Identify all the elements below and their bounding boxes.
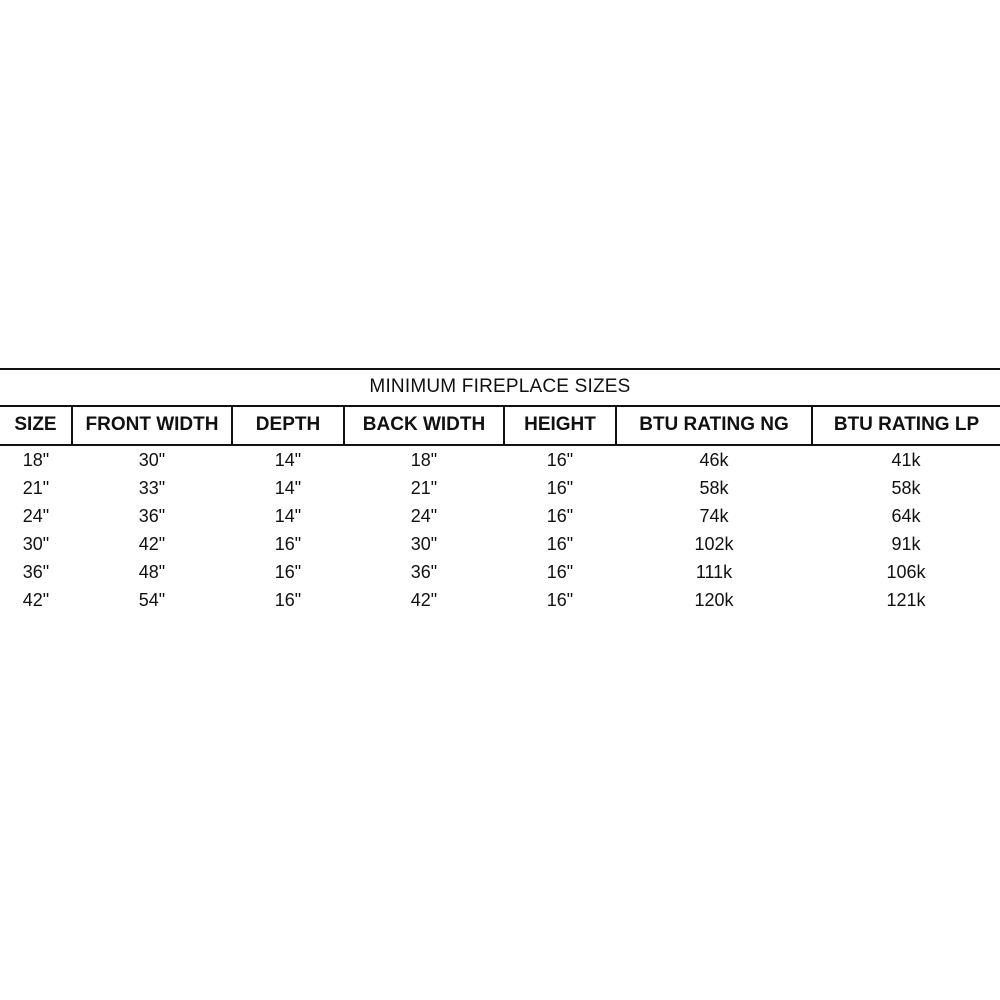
cell-front-width: 36" [138,506,166,526]
table-row [0,586,1000,614]
cell-back-width: 18" [410,450,438,470]
column-header-height: HEIGHT [504,407,616,445]
cell-btu-ng: 46k [699,450,729,470]
cell-btu-lp: 58k [891,478,921,498]
cell-depth: 14" [274,478,302,498]
column-header-back-width: BACK WIDTH [344,407,504,445]
cell-back-width: 24" [410,506,438,526]
cell-height: 16" [546,534,574,554]
table-row [0,558,1000,586]
column-header-front-width: FRONT WIDTH [72,407,232,445]
table-row [0,530,1000,558]
table-row [0,474,1000,502]
cell-size: 18" [22,450,50,470]
cell-back-width: 36" [410,562,438,582]
cell-height: 16" [546,506,574,526]
cell-height: 16" [546,478,574,498]
cell-depth: 16" [274,590,302,610]
cell-size: 21" [22,478,50,498]
column-header-btu-rating-ng: BTU RATING NG [616,407,812,445]
cell-depth: 16" [274,534,302,554]
table-row [0,502,1000,530]
column-header-btu-rating-lp: BTU RATING LP [812,407,1000,445]
cell-depth: 14" [274,506,302,526]
cell-height: 16" [546,590,574,610]
table-row [0,445,1000,474]
cell-back-width: 30" [410,534,438,554]
cell-btu-lp: 41k [891,450,921,470]
column-header-depth: DEPTH [232,407,344,445]
cell-btu-lp: 91k [891,534,921,554]
cell-front-width: 54" [138,590,166,610]
cell-depth: 14" [274,450,302,470]
table-header-row [0,407,1000,445]
cell-btu-lp: 106k [886,562,926,582]
fireplace-sizes-table [0,368,1000,614]
cell-btu-ng: 102k [694,534,734,554]
cell-size: 36" [22,562,50,582]
column-header-size: SIZE [0,407,72,445]
cell-btu-lp: 64k [891,506,921,526]
cell-btu-ng: 74k [699,506,729,526]
cell-height: 16" [546,450,574,470]
cell-btu-ng: 120k [694,590,734,610]
fireplace-sizes-table-container [0,368,1000,614]
cell-front-width: 33" [138,478,166,498]
cell-back-width: 42" [410,590,438,610]
cell-size: 30" [22,534,50,554]
table-title: MINIMUM FIREPLACE SIZES [0,368,1000,407]
cell-btu-ng: 58k [699,478,729,498]
cell-btu-ng: 111k [695,562,733,582]
cell-size: 42" [22,590,50,610]
cell-front-width: 42" [138,534,166,554]
cell-height: 16" [546,562,574,582]
cell-front-width: 48" [138,562,166,582]
cell-front-width: 30" [138,450,166,470]
cell-size: 24" [22,506,50,526]
cell-btu-lp: 121k [886,590,926,610]
cell-depth: 16" [274,562,302,582]
cell-back-width: 21" [410,478,438,498]
